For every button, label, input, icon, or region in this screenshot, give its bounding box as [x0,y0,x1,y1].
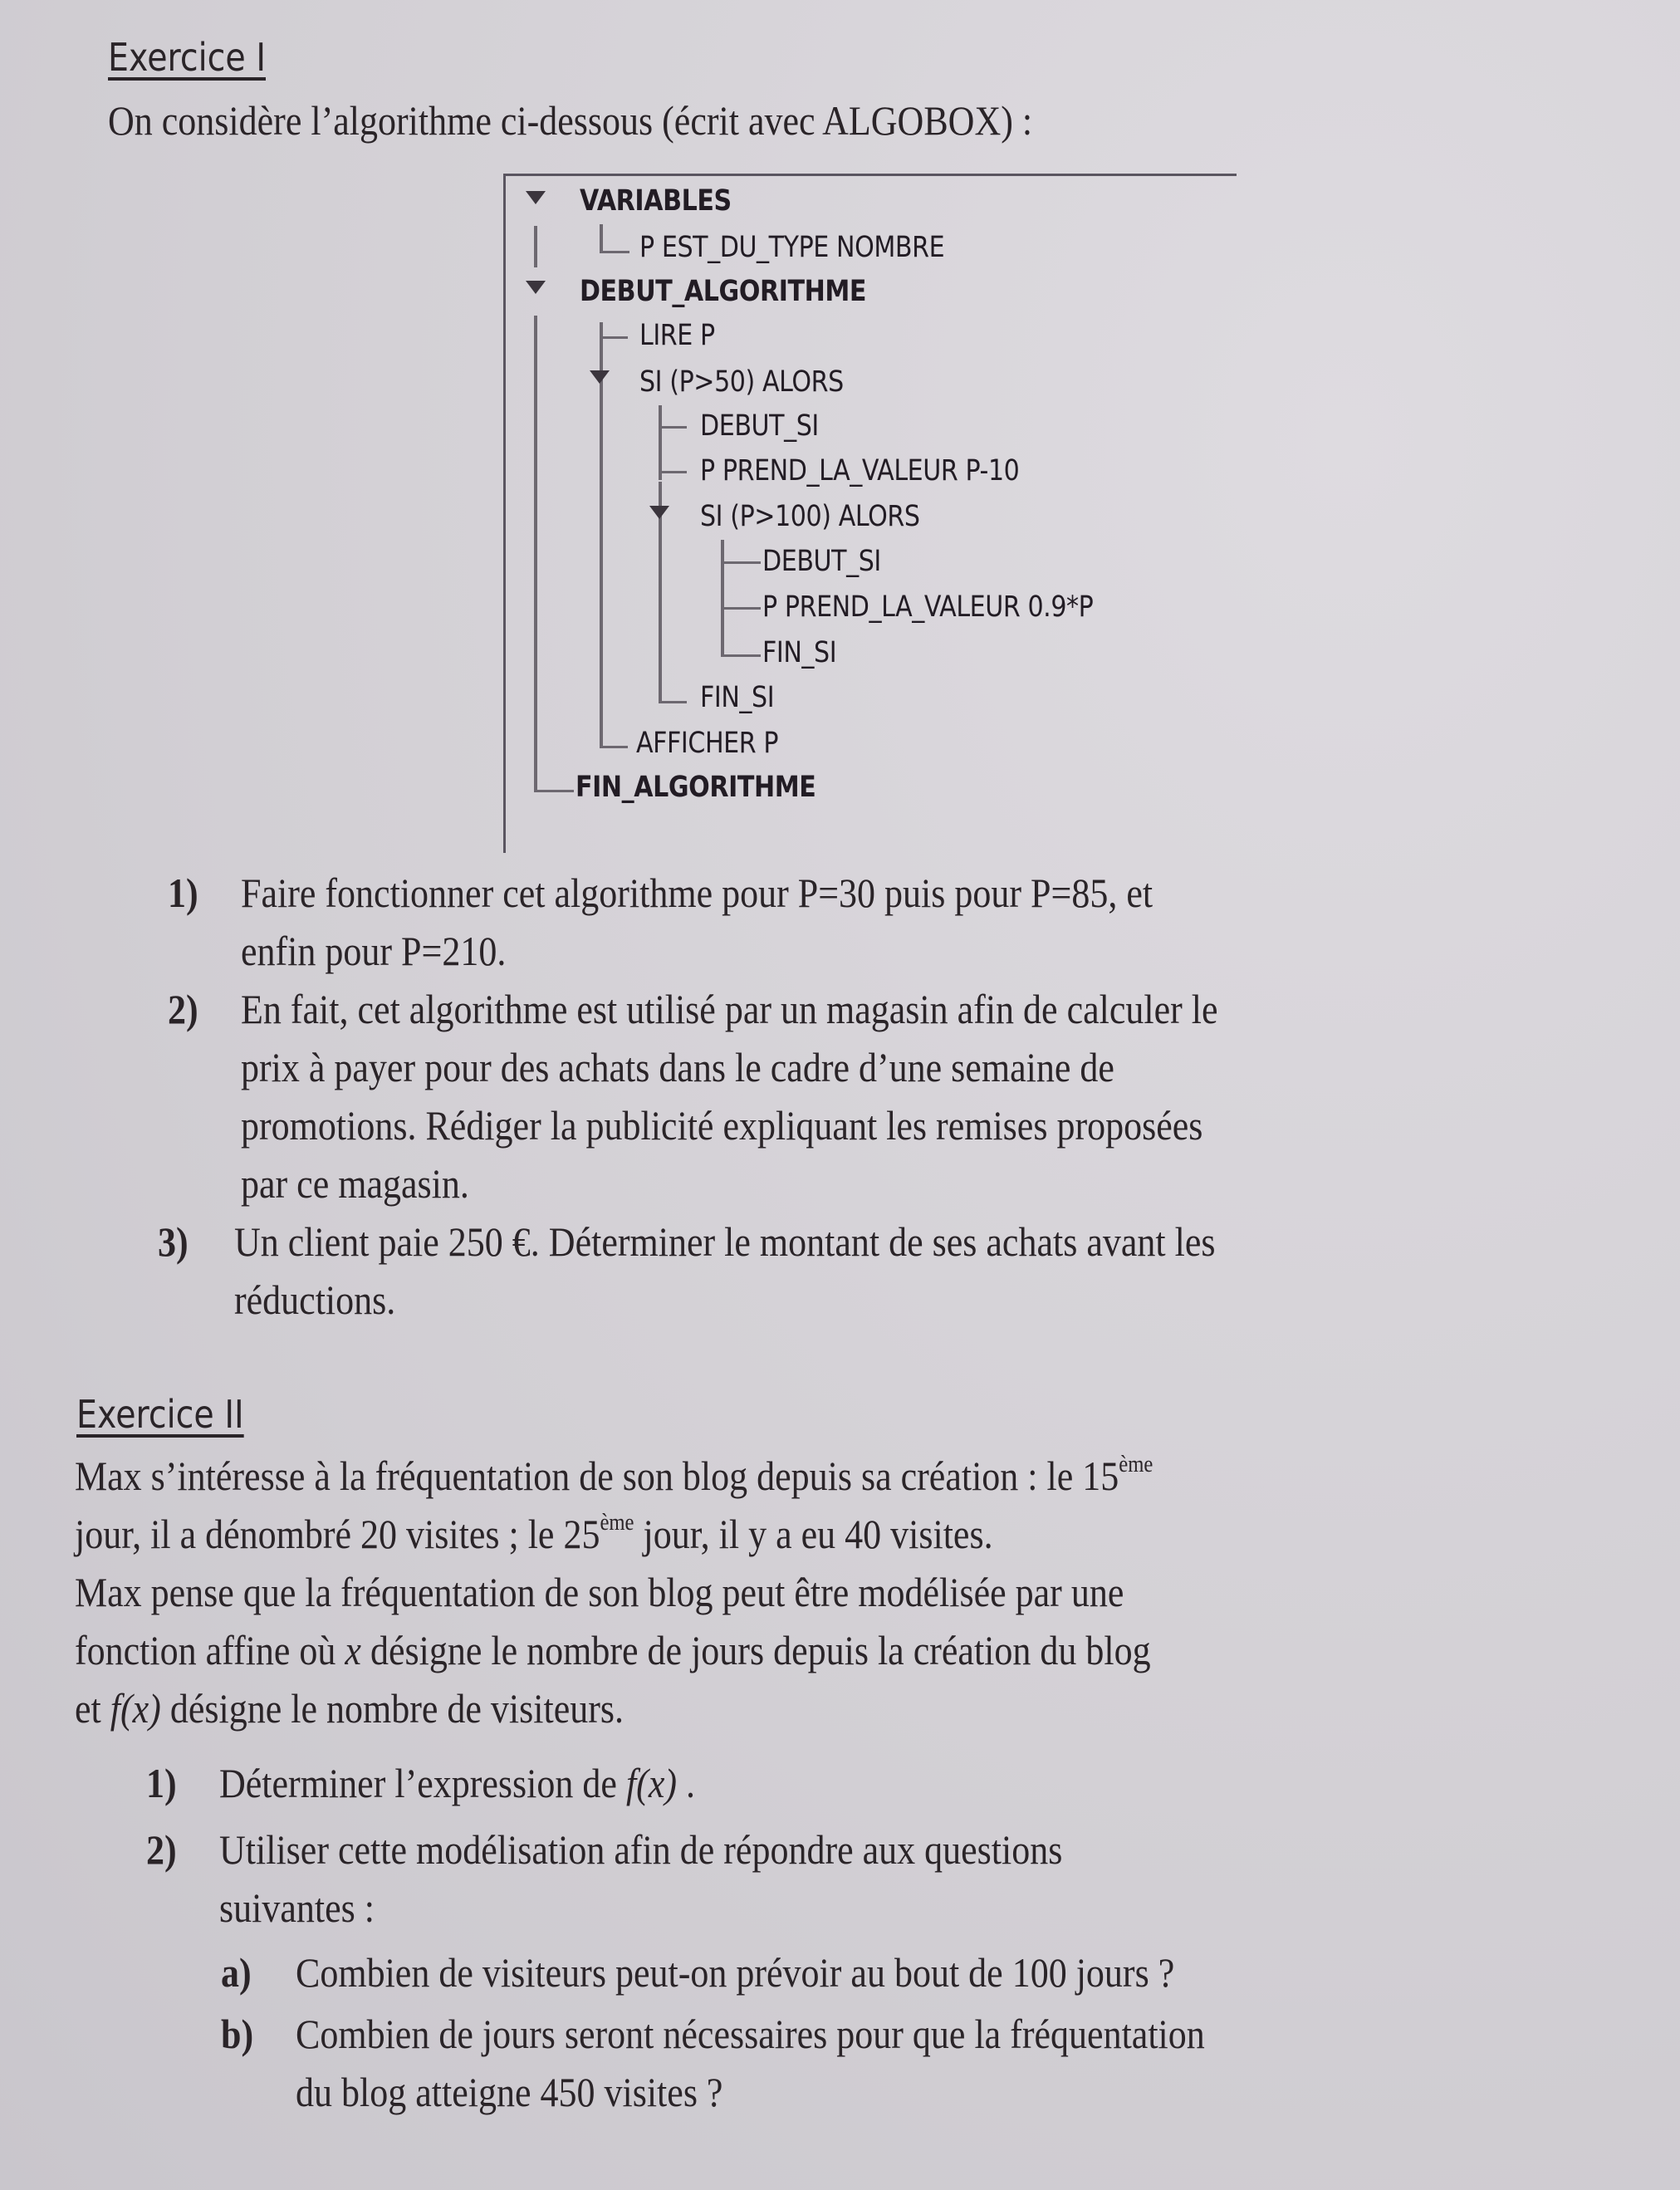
algo-line: P PREND_LA_VALEUR 0.9*P [762,590,1094,624]
collapse-triangle-icon [526,191,546,204]
question-text [219,1754,695,1812]
exercise-1-intro: On considère l’algorithme ci-dessous (écrit avec ALGOBOX) : [108,97,1033,144]
sub-question-text: Combien de visiteurs peut-on prévoir au bout de 100 jours ? [296,1949,1175,1996]
tree-line [600,746,628,748]
sub-question-text: du blog atteigne 450 visites ? [296,2069,723,2115]
superscript: ème [600,1510,634,1536]
tree-line [534,790,574,792]
intro-text: et [75,1685,110,1732]
tree-line [659,471,687,473]
intro-text: jour, il y a eu 40 visites. [634,1511,993,1557]
tree-line [600,251,629,253]
algo-line: DEBUT_ALGORITHME [580,275,867,308]
question-number: 2) [146,1826,177,1873]
intro-text: fonction affine où [75,1627,345,1673]
exercise-2-intro-line [75,1505,993,1563]
tree-line [659,405,662,480]
question-text: Un client paie 250 €. Déterminer le montant de ses achats avant les [234,1218,1216,1265]
question-text: suivantes : [219,1884,375,1931]
algo-line: FIN_ALGORITHME [576,771,816,804]
algo-line: DEBUT_SI [700,409,819,443]
algo-line: FIN_SI [762,636,837,669]
tree-line [600,224,603,252]
intro-text: désigne le nombre de jours depuis la création du blog [360,1627,1151,1673]
question-text: prix à payer pour des achats dans le cadre d’une semaine de [241,1044,1114,1090]
function-fx: f(x) [110,1685,161,1732]
tree-line [721,654,761,657]
question-text: promotions. Rédiger la publicité expliquant les remises proposées [241,1102,1203,1149]
tree-line [600,322,603,747]
sub-question-letter: b) [221,2011,254,2057]
tree-line [721,561,761,564]
exercise-2-intro-line: Max pense que la fréquentation de son blog peut être modélisée par une [75,1569,1124,1615]
algo-line: DEBUT_SI [762,545,881,578]
question-text: Faire fonctionner cet algorithme pour P=30 puis pour P=85, et [241,870,1153,916]
tree-line [600,336,628,339]
tree-line [659,426,687,429]
collapse-triangle-icon [649,506,669,519]
sub-question-text: Combien de jours seront nécessaires pour que la fréquentation [296,2011,1205,2057]
collapse-triangle-icon [526,281,546,294]
intro-text: Max s’intéresse à la fréquentation de son blog depuis sa création : le 15 [75,1453,1119,1499]
exercise-2-intro-line [75,1621,1151,1679]
exercise-2-title: Exercice II [76,1392,244,1437]
algo-line: SI (P>100) ALORS [700,500,920,533]
question-number: 2) [168,986,198,1032]
algo-line: LIRE P [639,319,715,352]
sub-question-letter: a) [221,1949,252,1996]
variable-x: x [345,1627,361,1673]
tree-line [534,226,537,267]
algo-line: FIN_SI [700,681,775,714]
collapse-triangle-icon [590,370,610,384]
algo-line: VARIABLES [580,184,732,218]
question-text-part: . [677,1760,696,1806]
function-fx: f(x) [625,1760,678,1806]
tree-line [721,607,761,610]
intro-text: désigne le nombre de visiteurs. [160,1685,624,1732]
tree-line [659,701,687,703]
question-text: enfin pour P=210. [241,928,507,974]
question-text: par ce magasin. [241,1160,469,1207]
tree-line [721,540,724,656]
intro-text: jour, il a dénombré 20 visites ; le 25 [75,1511,600,1557]
question-text-part: Déterminer l’expression de [219,1760,626,1806]
exercise-1-title: Exercice I [108,35,267,80]
superscript: ème [1119,1452,1153,1477]
algo-line: SI (P>50) ALORS [639,365,844,399]
algo-line: P PREND_LA_VALEUR P-10 [700,454,1020,487]
question-number: 1) [146,1760,177,1806]
question-text: réductions. [234,1276,396,1323]
question-text: Utiliser cette modélisation afin de répondre aux questions [219,1826,1063,1873]
question-text: En fait, cet algorithme est utilisé par un magasin afin de calculer le [241,986,1218,1032]
algo-line: P EST_DU_TYPE NOMBRE [639,231,945,264]
algo-line: AFFICHER P [636,727,779,760]
question-number: 1) [168,870,198,916]
exercise-2-intro-line [75,1447,1153,1505]
tree-line [534,316,537,791]
exercise-2-intro-line [75,1679,624,1737]
question-number: 3) [158,1218,189,1265]
